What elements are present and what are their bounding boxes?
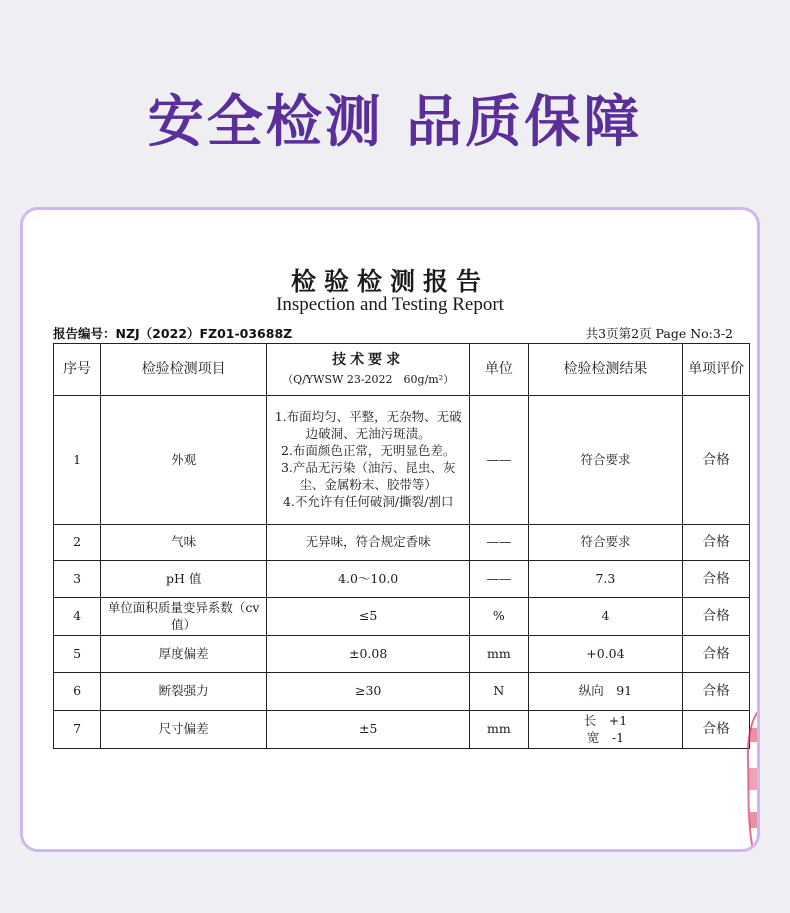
report-number: 报告编号：NZJ（2022）FZ01-03688Z — [53, 326, 293, 341]
page-info: 共3页第2页 Page No:3-2 — [585, 326, 733, 341]
cell-requirement: ±0.08 — [267, 636, 470, 673]
cell-grade: 合格 — [683, 561, 750, 598]
cell-unit: N — [470, 673, 528, 711]
cell-grade: 合格 — [683, 396, 750, 525]
requirement-line: 1.布面均匀、平整，无杂物、无破边破洞、无油污斑渍。 — [274, 409, 462, 442]
cell-grade: 合格 — [683, 598, 750, 636]
requirement-line: 2.布面颜色正常，无明显色差。 — [280, 443, 456, 459]
cell-requirement: 4.0～10.0 — [267, 561, 470, 598]
col-result: 检验检测结果 — [528, 344, 683, 396]
red-seal-stamp — [745, 710, 759, 850]
col-item: 检验检测项目 — [101, 344, 267, 396]
page-headline: 安全检测 品质保障 — [147, 90, 643, 155]
col-unit: 单位 — [470, 344, 528, 396]
result-width: 宽 -1 — [586, 729, 625, 745]
report-card — [20, 207, 760, 852]
cell-result: 符合要求 — [528, 396, 683, 525]
cell-unit: mm — [470, 711, 528, 749]
cell-seq: 5 — [54, 636, 101, 673]
table-row — [54, 525, 750, 561]
cell-seq: 6 — [54, 673, 101, 711]
col-seq: 序号 — [54, 344, 101, 396]
cell-grade: 合格 — [683, 673, 750, 711]
cell-grade: 合格 — [683, 525, 750, 561]
result-length: 长 +1 — [583, 712, 628, 728]
cell-result: 纵向 91 — [528, 673, 683, 711]
cell-unit: % — [470, 598, 528, 636]
cell-seq: 3 — [54, 561, 101, 598]
cell-result: 4 — [528, 598, 683, 636]
report-title-en: Inspection and Testing Report — [276, 294, 504, 315]
table-header-row — [54, 344, 750, 396]
table-row — [54, 636, 750, 673]
table-row — [54, 673, 750, 711]
cell-seq: 4 — [54, 598, 101, 636]
cell-item: pH 值 — [101, 561, 267, 598]
cell-seq: 2 — [54, 525, 101, 561]
cell-item: 尺寸偏差 — [101, 711, 267, 749]
cell-requirement: 无异味，符合规定香味 — [267, 525, 470, 561]
table-row — [54, 711, 750, 749]
cell-requirement: ≥30 — [267, 673, 470, 711]
requirement-line: 3.产品无污染（油污、昆虫、灰尘、金属粉末、胶带等） — [280, 460, 456, 492]
table-row — [54, 561, 750, 598]
table-row — [54, 598, 750, 636]
cell-seq: 1 — [54, 396, 101, 525]
cell-item: 断裂强力 — [101, 673, 267, 711]
cell-grade: 合格 — [683, 711, 750, 749]
cell-result: 7.3 — [528, 561, 683, 598]
cell-result: +0.04 — [528, 636, 683, 673]
col-grade: 单项评价 — [683, 344, 750, 396]
col-requirement — [267, 344, 470, 396]
report-title-cn: 检验检测报告 — [290, 267, 489, 296]
cell-item: 外观 — [101, 396, 267, 525]
col-requirement-standard: （Q/YWSW 23-2022 60g/m²） — [282, 373, 455, 387]
requirement-line: 4.不允许有任何破洞/撕裂/割口 — [282, 493, 454, 509]
inspection-table — [53, 343, 750, 749]
cell-unit: mm — [470, 636, 528, 673]
cell-requirement: ±5 — [267, 711, 470, 749]
cell-item: 单位面积质量变异系数（cv 值） — [101, 598, 267, 636]
cell-result: 符合要求 — [528, 525, 683, 561]
col-requirement-main: 技术要求 — [332, 352, 405, 369]
cell-item: 气味 — [101, 525, 267, 561]
table-row — [54, 396, 750, 525]
cell-unit: —— — [470, 561, 528, 598]
cell-unit: —— — [470, 525, 528, 561]
cell-item: 厚度偏差 — [101, 636, 267, 673]
cell-unit: —— — [470, 396, 528, 525]
cell-seq: 7 — [54, 711, 101, 749]
cell-requirement: ≤5 — [267, 598, 470, 636]
cell-grade: 合格 — [683, 636, 750, 673]
cell-requirement — [267, 396, 470, 525]
cell-result — [528, 711, 683, 749]
